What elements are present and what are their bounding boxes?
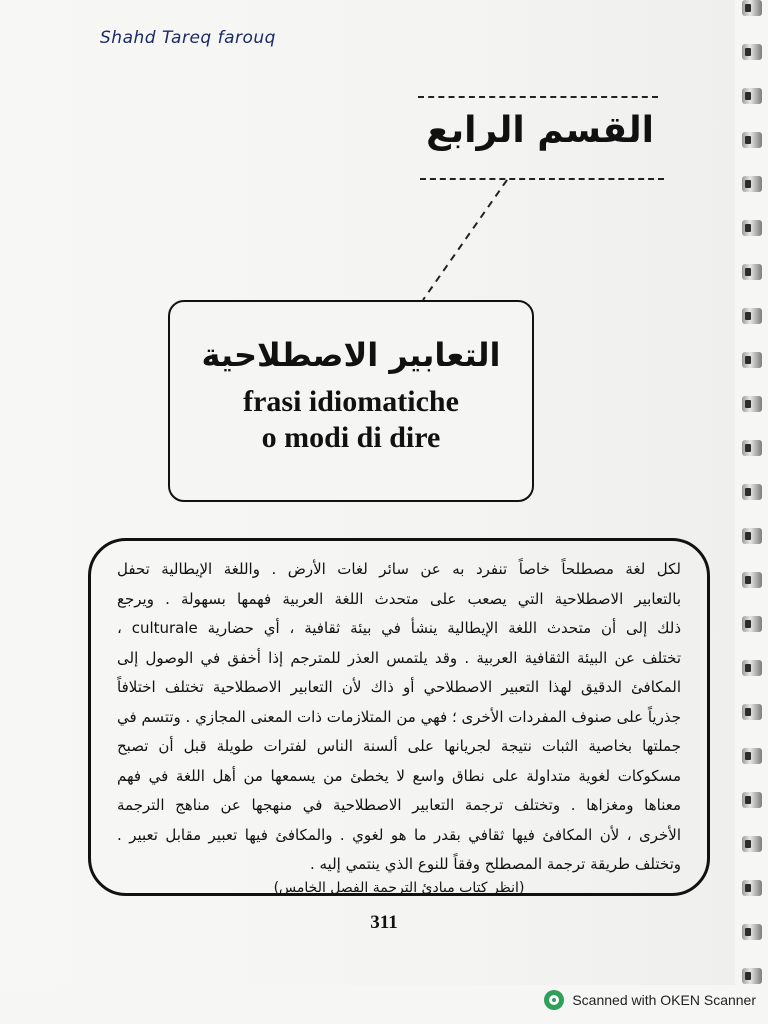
binding-ring [742,704,762,720]
binding-ring [742,176,762,192]
body-line: تختلف عن البيئة الثقافية العربية . وقد يلتمس العذر للمترجم إذا أخفق في الوصول إلى [117,648,681,667]
body-line: جملتها بخاصية الثبات نتيجة لجريانها على ألسنة الناس لفترات طويلة قبل أن تصبح [117,737,681,755]
spiral-binding [735,0,768,985]
body-line: وتختلف طريقة ترجمة المصطلح وفقاً للنوع الذي ينتمي إليه . [309,855,681,873]
body-line: ذلك إلى أن متحدث اللغة الإيطالية ينشأ في بيئة ثقافية ، أي حضارية culturale ، [117,619,681,637]
binding-ring [742,968,762,984]
body-line: المكافئ الدقيق لهذا التعبير الاصطلاحي أو ذاك لأن التعابير الاصطلاحية تختلف اختلافاً [117,678,681,696]
binding-ring [742,616,762,632]
binding-ring [742,88,762,104]
body-line: الأخرى ، لأن المكافئ فيها ثقافي بقدر ما هو لغوي . والمكافئ فيها تعبير مقابل تعبير . [117,825,681,844]
binding-ring [742,792,762,808]
binding-ring [742,484,762,500]
binding-ring [742,572,762,588]
body-line: معناها ومغزاها . وتختلف ترجمة التعابير الاصطلاحية في منهجها عن مناهج الترجمة [117,796,681,814]
binding-ring [742,748,762,764]
scanner-label: Scanned with OKEN Scanner [572,992,756,1008]
body-line: بالتعابير الاصطلاحية التي يصعب على متحدث اللغة العربية فهمها بسهولة . ويرجع [117,589,681,608]
binding-ring [742,440,762,456]
binding-ring [742,308,762,324]
binding-ring [742,528,762,544]
binding-ring [742,132,762,148]
binding-ring [742,264,762,280]
body-line: جذرياً على صنوف المفردات الأخرى ؛ فهي من المتلازمات ذات المعنى المجازي . وتتسم في [117,707,681,726]
title-italian-line1: frasi idiomatiche [243,385,459,418]
binding-ring [742,0,762,16]
scanner-watermark [544,990,756,1010]
binding-ring [742,660,762,676]
binding-ring [742,880,762,896]
author-signature: Shahd Tareq farouq [100,28,276,48]
body-text-box [88,538,710,896]
body-line: لكل لغة مصطلحاً خاصاً تنفرد به عن سائر لغات الأرض . واللغة الإيطالية تحفل [117,560,681,578]
page-number: 311 [370,912,398,933]
body-paragraph [117,555,681,880]
top-dashed-line [418,96,658,98]
reference-note: (انظر كتاب مبادئ الترجمة الفصل الخامس) [273,879,525,896]
binding-ring [742,924,762,940]
connector-dashed-line [415,178,515,303]
binding-ring [742,396,762,412]
title-arabic: التعابير الاصطلاحية [201,336,501,374]
title-italian-line2: o modi di dire [261,421,441,454]
binding-ring [742,352,762,368]
chapter-title-box [168,300,534,502]
binding-ring [742,220,762,236]
body-line: مسكوكات لغوية متداولة على نطاق واسع لا يخطئ من يسمعها من أهل اللغة في فهم [117,766,681,785]
oken-scanner-logo-icon [544,990,564,1010]
binding-ring [742,836,762,852]
section-title: القسم الرابع [426,110,654,151]
binding-ring [742,44,762,60]
